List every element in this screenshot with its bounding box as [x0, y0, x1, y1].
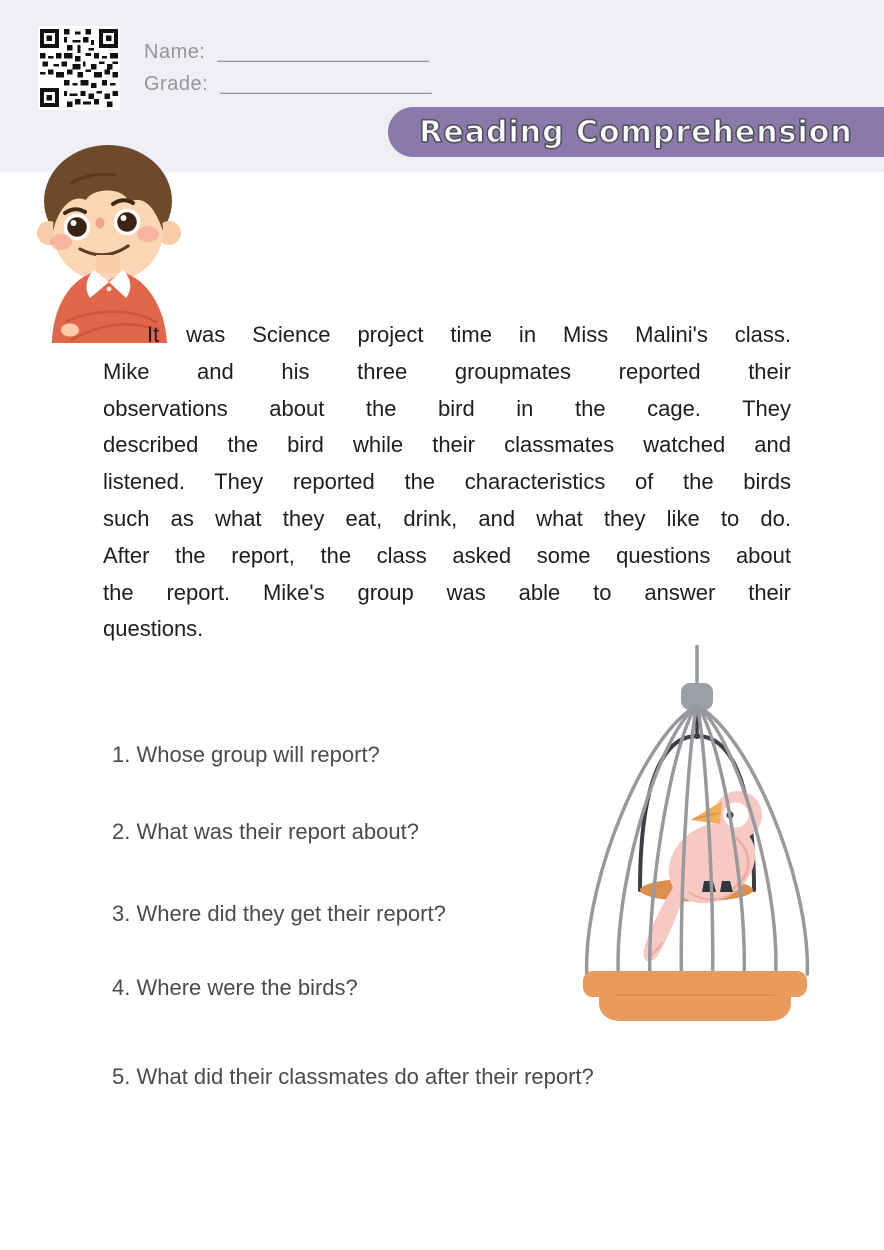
passage-line: listened. They reported the characteristics of the birds [103, 469, 791, 495]
question-item-4: 4. Where were the birds? [112, 975, 358, 1000]
grade-blank-line: ___________________ [220, 73, 432, 95]
passage-line: the report. Mike's group was able to answer their [103, 579, 791, 605]
passage-line: observations about the bird in the cage. They [103, 395, 791, 421]
grade-label: Grade: [144, 73, 209, 95]
name-label: Name: [144, 41, 206, 63]
passage-line: It was Science project time in Miss Malini's class. [147, 322, 791, 347]
name-field-row [144, 36, 432, 68]
qr-code-icon [38, 26, 120, 110]
page-title: Reading Comprehension [419, 114, 853, 150]
reading-passage [103, 317, 791, 648]
passage-line: questions. [103, 616, 204, 642]
passage-line: such as what they eat, drink, and what they like to do. [103, 505, 791, 531]
question-item-1: 1. Whose group will report? [112, 742, 380, 767]
question-item-3: 3. Where did they get their report? [112, 901, 446, 926]
passage-line: After the report, the class asked some questions about [103, 542, 791, 568]
name-blank-line: ___________________ [217, 41, 429, 63]
grade-field-row [144, 68, 432, 100]
question-item-2: 2. What was their report about? [112, 819, 419, 844]
title-banner [388, 107, 884, 157]
student-info-fields [144, 36, 432, 100]
passage-line: Mike and his three groupmates reported their [103, 358, 791, 384]
passage-line: described the bird while their classmates watched and [103, 432, 791, 458]
question-item-5: 5. What did their classmates do after their report? [112, 1064, 594, 1089]
bird-in-cage-illustration-icon [570, 643, 820, 1028]
